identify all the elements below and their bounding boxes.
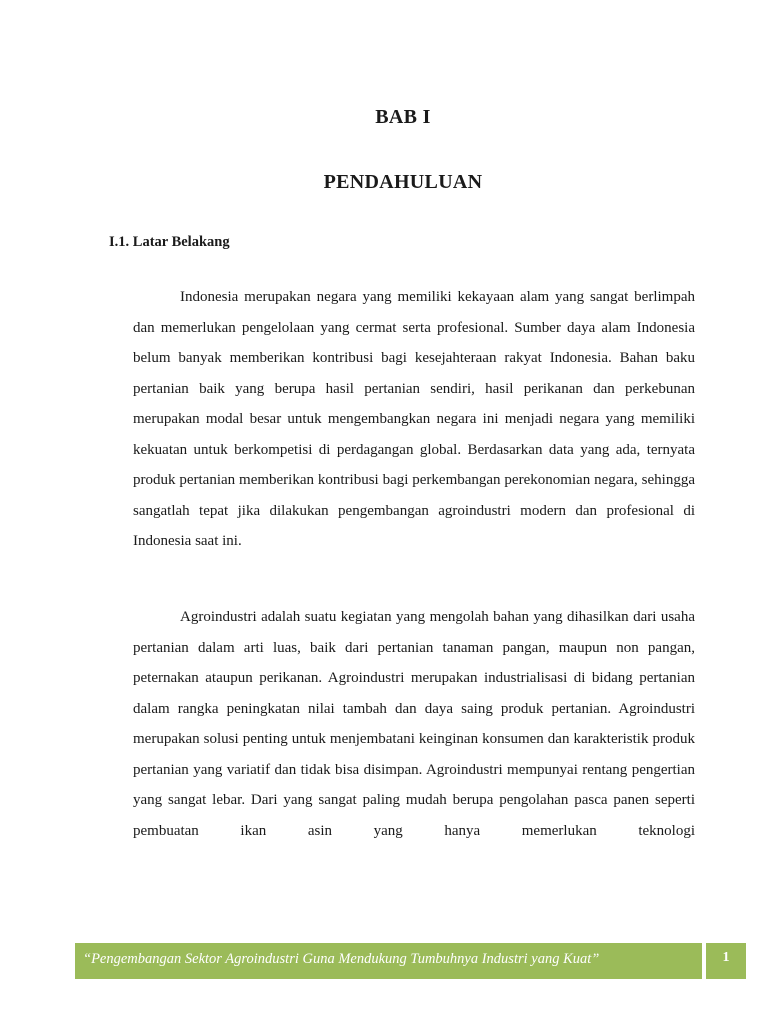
body-paragraph-1: Indonesia merupakan negara yang memiliki kekayaan alam yang sangat berlimpah dan memerlukan pengelolaan yang cermat serta profesional. Sumber daya alam Indonesia belum banyak memberikan kontribusi bagi kesejahteraan rakyat Indonesia. Bahan baku pertanian baik yang berupa hasil pertanian sendiri, hasil perikanan dan perkebunan merupakan modal besar untuk mengembangkan negara ini menjadi negara yang memiliki kekuatan untuk berkompetisi di perdagangan global. Berdasarkan data yang ada, ternyata produk pertanian memberikan kontribusi bagi perkembangan perekonomian negara, sehingga sangatlah tepat jika dilakukan pengembangan agroindustri modern dan profesional di Indonesia saat ini. (133, 289, 695, 549)
chapter-number: BAB I (375, 106, 431, 128)
section-heading: I.1. Latar Belakang (109, 234, 230, 250)
body-paragraph-2: Agroindustri adalah suatu kegiatan yang mengolah bahan yang dihasilkan dari usaha pertanian dalam arti luas, baik dari pertanian tanaman pangan, maupun non pangan, peternakan ataupun perikanan. Agroindustri merupakan industrialisasi di bidang pertanian dalam rangka peningkatan nilai tambah dan daya saing produk pertanian. Agroindustri merupakan solusi penting untuk menjembatani keinginan konsumen dan karakteristik produk pertanian yang variatif dan tidak bisa disimpan. Agroindustri mempunyai rentang pengertian yang sangat lebar. Dari yang sangat paling mudah berupa pengolahan pasca panen seperti pembuatan ikan asin yang hanya memerlukan teknologi (133, 609, 695, 839)
footer-banner: “Pengembangan Sektor Agroindustri Guna Mendukung Tumbuhnya Industri yang Kuat” (75, 943, 702, 979)
chapter-title: PENDAHULUAN (323, 171, 483, 193)
page-number: 1 (706, 943, 746, 979)
